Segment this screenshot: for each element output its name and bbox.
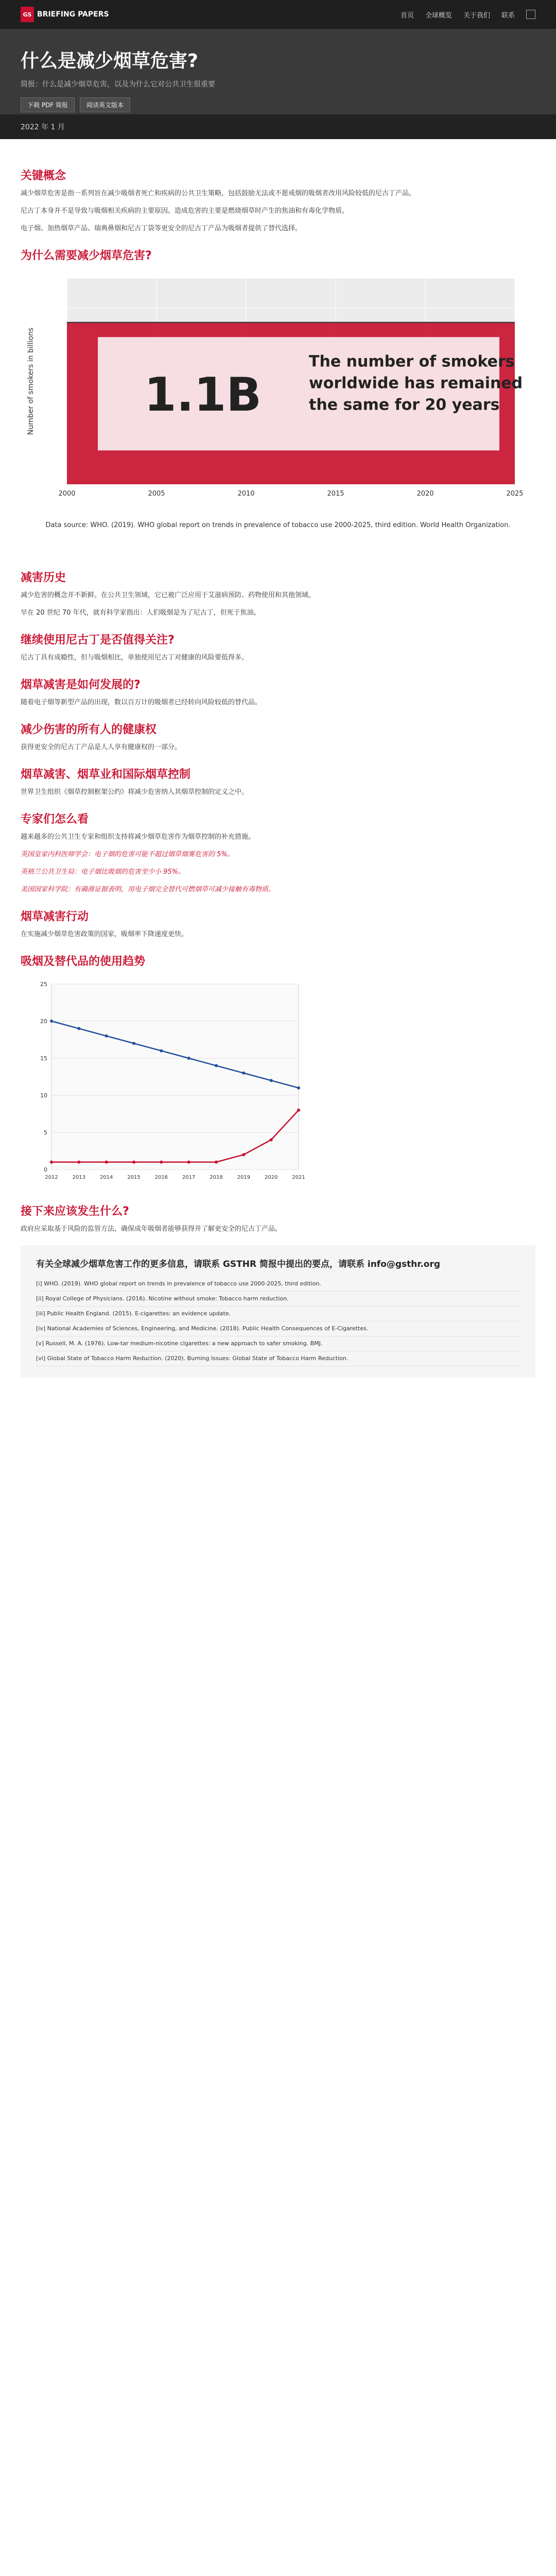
data-point bbox=[132, 1161, 135, 1164]
smokers-chart bbox=[21, 268, 535, 556]
x-tick-label: 2020 bbox=[264, 1175, 278, 1180]
data-point bbox=[160, 1049, 163, 1053]
page-title: 什么是减少烟草危害? bbox=[21, 50, 198, 72]
data-point bbox=[270, 1138, 273, 1141]
section-title: 吸烟及替代品的使用趋势 bbox=[21, 955, 146, 968]
paragraph: 早在 20 世纪 70 年代，就有科学家指出：人们吸烟是为了尼古丁，但死于焦油。 bbox=[21, 609, 260, 617]
reference-item: [vi] Global State of Tobacco Harm Reduction. (2020). Burning Issues: Global State of Tobacco Harm Reduction. bbox=[36, 1351, 520, 1366]
data-point bbox=[160, 1161, 163, 1164]
data-point bbox=[77, 1161, 80, 1164]
y-tick-label: 20 bbox=[40, 1018, 47, 1025]
paragraph: 尼古丁具有成瘾性，但与吸烟相比，单独使用尼古丁对健康的风险要低得多。 bbox=[21, 654, 249, 662]
data-point bbox=[187, 1161, 190, 1164]
annotation-text: The number of smokers bbox=[309, 352, 515, 371]
trend-chart-svg bbox=[21, 974, 309, 1190]
x-tick-label: 2000 bbox=[58, 490, 76, 498]
data-point bbox=[270, 1079, 273, 1082]
english-version-button[interactable]: 阅读英文版本 bbox=[80, 97, 130, 112]
data-point bbox=[187, 1057, 190, 1060]
section-title: 烟草减害行动 bbox=[21, 910, 89, 923]
article-content bbox=[0, 139, 556, 2576]
chart-caption: Data source: WHO. (2019). WHO global report on trends in prevalence of tobacco use 2000-2025, third edition. World Health Organization. bbox=[45, 521, 511, 529]
top-bar bbox=[0, 0, 556, 29]
data-point bbox=[105, 1035, 108, 1038]
nav-item-contact[interactable]: 联系 bbox=[501, 11, 515, 20]
paragraph: 减少烟草危害是指一系列旨在减少吸烟者死亡和疾病的公共卫生策略，包括鼓励无法或不愿戒烟的吸烟者改用风险较低的尼古丁产品。 bbox=[21, 190, 416, 197]
x-tick-label: 2012 bbox=[45, 1175, 58, 1180]
section-title: 关键概念 bbox=[21, 170, 66, 182]
annotation-text: the same for 20 years bbox=[309, 396, 500, 414]
plot-area bbox=[51, 984, 299, 1170]
reference-item: [iii] Public Health England. (2015). E-cigarettes: an evidence update. bbox=[36, 1307, 520, 1321]
x-tick-label: 2017 bbox=[182, 1175, 196, 1180]
paragraph: 在实施减少烟草危害政策的国家，吸烟率下降速度更快。 bbox=[21, 930, 188, 938]
search-icon[interactable] bbox=[526, 10, 535, 19]
smokers-chart-svg bbox=[21, 268, 535, 515]
x-tick-label: 2019 bbox=[237, 1175, 251, 1180]
paragraph: 电子烟、加热烟草产品、瑞典鼻烟和尼古丁袋等更安全的尼古丁产品为吸烟者提供了替代选择。 bbox=[21, 225, 302, 232]
section-title: 专家们怎么看 bbox=[21, 813, 89, 826]
data-point bbox=[297, 1087, 300, 1090]
nav-item-overview[interactable]: 全球概览 bbox=[425, 11, 452, 20]
section-title: 继续使用尼古丁是否值得关注? bbox=[21, 634, 175, 647]
paragraph: 减少危害的概念并不新鲜。在公共卫生领域，它已被广泛应用于艾滋病预防、药物使用和其他领域。 bbox=[21, 591, 316, 599]
paragraph: 随着电子烟等新型产品的出现，数以百万计的吸烟者已经转向风险较低的替代品。 bbox=[21, 699, 262, 706]
x-tick-label: 2025 bbox=[506, 490, 524, 498]
x-tick-label: 2005 bbox=[148, 490, 165, 498]
x-tick-label: 2015 bbox=[127, 1175, 141, 1180]
paragraph: 政府应采取基于风险的监管方法，确保成年吸烟者能够获得并了解更安全的尼古丁产品。 bbox=[21, 1225, 282, 1233]
paragraph: 越来越多的公共卫生专家和组织支持将减少烟草危害作为烟草控制的补充措施。 bbox=[21, 833, 255, 841]
data-point bbox=[77, 1027, 80, 1030]
data-point bbox=[105, 1161, 108, 1164]
expert-quote: 英国皇家内科医师学会：电子烟的危害可能不超过烟草烟雾危害的 5%。 bbox=[21, 851, 234, 858]
data-point bbox=[215, 1161, 218, 1164]
page-subtitle: 简报：什么是减少烟草危害，以及为什么它对公共卫生很重要 bbox=[21, 80, 215, 89]
expert-quote: 英格兰公共卫生局：电子烟比吸烟的危害至少小 95%。 bbox=[21, 868, 185, 876]
expert-quote: 美国国家科学院：有确凿证据表明，用电子烟完全替代可燃烟草可减少接触有毒物质。 bbox=[21, 886, 275, 893]
y-tick-label: 10 bbox=[40, 1092, 47, 1099]
data-point bbox=[50, 1020, 53, 1023]
section-title: 烟草减害、烟草业和国际烟草控制 bbox=[21, 768, 191, 781]
x-tick-label: 2010 bbox=[237, 490, 255, 498]
data-point bbox=[215, 1064, 218, 1067]
paragraph: 世界卫生组织《烟草控制框架公约》将减少危害纳入其烟草控制的定义之中。 bbox=[21, 788, 249, 796]
paragraph: 获得更安全的尼古丁产品是人人享有健康权的一部分。 bbox=[21, 743, 182, 751]
reference-item: [ii] Royal College of Physicians. (2016). Nicotine without smoke: Tobacco harm reduction. bbox=[36, 1292, 520, 1307]
x-tick-label: 2014 bbox=[99, 1175, 113, 1180]
x-tick-label: 2016 bbox=[154, 1175, 168, 1180]
reference-item: [iv] National Academies of Sciences, Engineering, and Medicine. (2018). Public Health Consequences of E-Cigarettes. bbox=[36, 1321, 520, 1336]
section-title: 接下来应该发生什么? bbox=[21, 1205, 129, 1218]
section-title: 为什么需要减少烟草危害? bbox=[21, 249, 152, 262]
x-tick-label: 2018 bbox=[210, 1175, 223, 1180]
references bbox=[21, 1245, 535, 1378]
reference-item: [i] WHO. (2019). WHO global report on trends in prevalence of tobacco use 2000-2025, third edition. bbox=[36, 1277, 520, 1292]
annotation-text: worldwide has remained bbox=[309, 374, 523, 393]
section-title: 减害历史 bbox=[21, 571, 66, 584]
y-axis-label: Number of smokers in billions bbox=[27, 327, 35, 435]
date-bar bbox=[0, 114, 556, 139]
y-tick-label: 0 bbox=[44, 1166, 47, 1173]
nav-item-about[interactable]: 关于我们 bbox=[463, 11, 490, 20]
x-tick-label: 2015 bbox=[327, 490, 344, 498]
data-point bbox=[242, 1072, 245, 1075]
reference-item: [v] Russell, M. A. (1976). Low-tar medium-nicotine cigarettes: a new approach to safer smoking. BMJ. bbox=[36, 1336, 520, 1351]
x-tick-label: 2020 bbox=[416, 490, 434, 498]
x-tick-label: 2021 bbox=[292, 1175, 305, 1180]
x-tick-label: 2013 bbox=[72, 1175, 86, 1180]
download-pdf-button[interactable]: 下载 PDF 简报 bbox=[21, 97, 75, 112]
data-point bbox=[132, 1042, 135, 1045]
hero bbox=[0, 29, 556, 114]
section-title: 减少伤害的所有人的健康权 bbox=[21, 723, 157, 736]
paragraph: 尼古丁本身并不是导致与吸烟相关疾病的主要原因。造成危害的主要是燃烧烟草时产生的焦油和有毒化学物质。 bbox=[21, 207, 349, 215]
site-logo[interactable] bbox=[21, 7, 109, 22]
logo-box: GS bbox=[21, 7, 34, 22]
trend-chart bbox=[21, 974, 309, 1190]
nav-item-home[interactable]: 首页 bbox=[400, 11, 414, 20]
y-tick-label: 5 bbox=[44, 1129, 47, 1136]
section-title: 烟草减害是如何发展的? bbox=[21, 679, 141, 691]
data-point bbox=[242, 1153, 245, 1156]
publish-date: 2022 年 1 月 bbox=[21, 123, 65, 131]
references-heading: 有关全球减少烟草危害工作的更多信息，请联系 GSTHR 简报中提出的要点，请联系 info@gsthr.org bbox=[36, 1259, 441, 1269]
main-nav bbox=[401, 10, 535, 20]
y-tick-label: 25 bbox=[40, 981, 47, 988]
y-tick-label: 15 bbox=[40, 1055, 47, 1062]
annotation-big-number: 1.1B bbox=[144, 368, 262, 422]
logo-text: BRIEFING PAPERS bbox=[37, 10, 109, 19]
data-point bbox=[297, 1109, 300, 1112]
data-point bbox=[50, 1161, 53, 1164]
